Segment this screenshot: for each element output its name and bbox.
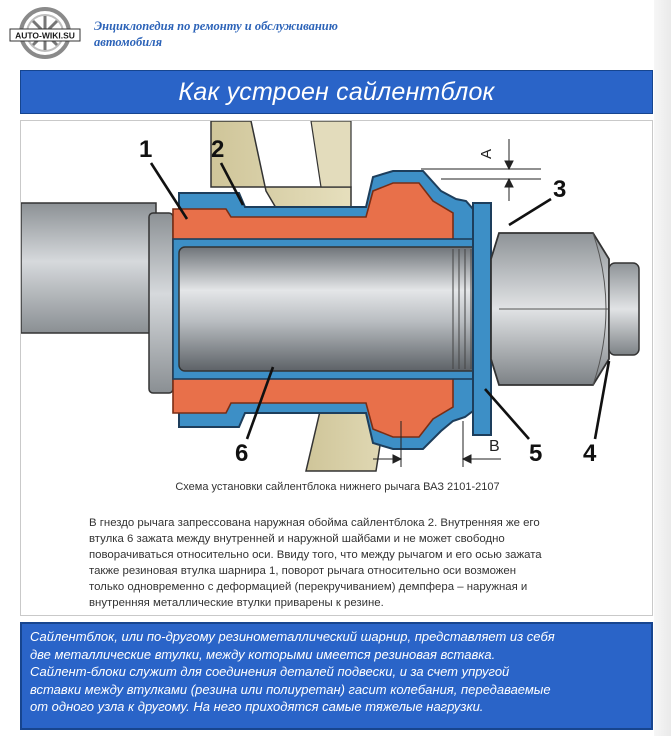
nut <box>491 233 609 385</box>
part-label-5: 5 <box>529 440 543 467</box>
site-subtitle <box>94 18 394 50</box>
outer-washer <box>473 203 491 435</box>
diagram-caption: Схема установки сайлентблока нижнего рычага ВАЗ 2101-2107 <box>175 481 500 493</box>
diagram-panel <box>20 120 653 616</box>
title-banner <box>20 70 653 114</box>
logo-text: AUTO-WIKI.SU <box>15 30 75 41</box>
site-subtitle-line2: автомобиля <box>94 35 163 49</box>
page-title: Как устроен сайлентблок <box>178 77 495 106</box>
info-line: Сайлентблок, или по-другому резинометаллический шарнир, представляет из себя <box>30 629 555 644</box>
info-line: Сайлент-блоки служит для соединения деталей подвески, и за счет упругой <box>30 664 510 680</box>
site-subtitle-line1: Энциклопедия по ремонту и обслуживанию <box>94 19 338 33</box>
background-decoration <box>654 0 671 736</box>
pin-end <box>609 263 639 355</box>
info-line: две металлические втулки, между которыми имеется резиновая вставка. <box>30 646 496 662</box>
site-logo[interactable] <box>8 6 82 62</box>
part-label-2: 2 <box>211 136 225 163</box>
description-text <box>89 515 609 611</box>
description-line: втулка 6 зажата между внутренней и наружной шайбами и не может свободно <box>89 533 505 545</box>
dimension-b-label: B <box>489 438 500 455</box>
site-header <box>0 0 671 66</box>
info-line: от одного узла к другому. На него приходятся самые тяжелые нагрузки. <box>30 699 484 715</box>
description-line: только одновременно с деформацией (перекручиванием) демпфера – наружная и <box>89 581 528 593</box>
description-line: В гнездо рычага запрессована наружная обойма сайлентблока 2. Внутренняя же его <box>89 517 540 529</box>
info-text <box>30 628 643 716</box>
description-line: также резиновая втулка шарнира 1, поворот рычага относительно оси возможен <box>89 565 517 577</box>
info-box <box>20 622 653 730</box>
info-line: вставки между втулками (резина или полиуретан) гасит колебания, передаваемые <box>30 681 551 697</box>
description-line: внутренняя металлические втулки приварены к резине. <box>89 597 384 609</box>
part-label-3: 3 <box>553 176 567 203</box>
part-label-4: 4 <box>583 440 597 467</box>
part-label-6: 6 <box>235 440 249 467</box>
inner-washer <box>149 213 173 393</box>
part-label-1: 1 <box>139 136 153 163</box>
dimension-a-label: A <box>478 148 495 159</box>
description-line: поворачиваться относительно оси. Ввиду того, что между рычагом и его осью зажата <box>89 549 542 561</box>
axle-shaft <box>21 203 156 333</box>
pin <box>179 247 479 371</box>
silentblock-diagram <box>21 121 654 481</box>
